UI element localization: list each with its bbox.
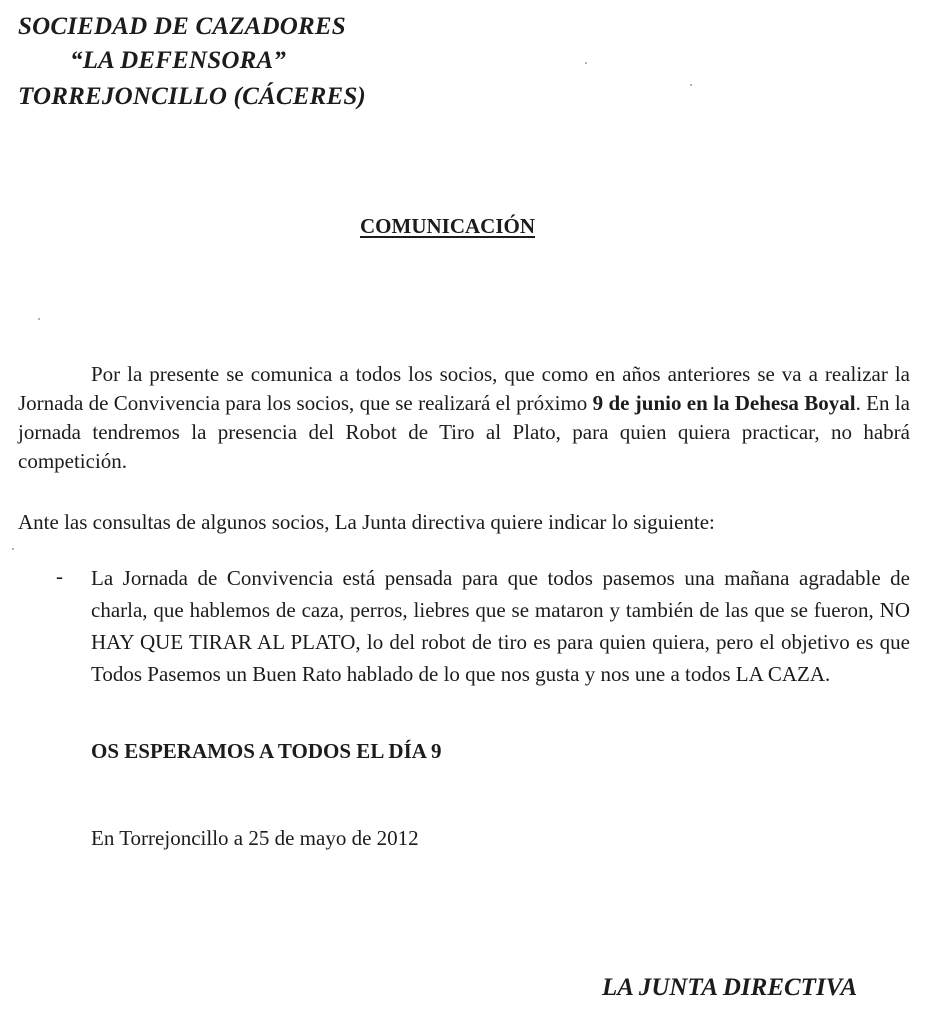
header-society-subtitle: “LA DEFENSORA” (70, 47, 287, 74)
intro-sentence: Ante las consultas de algunos socios, La Junta directiva quiere indicar lo siguiente: (18, 510, 715, 534)
paragraph-text-start: Por la presente se comunica a todos los socios, que como en años anteriores se va a realizar la Jornada de Convivencia para los socios, que se realizará el próximo (18, 362, 910, 415)
scan-speck (585, 62, 587, 64)
paragraph-text-end: . En la jornada tendremos la presencia del Robot de Tiro al Plato, para quien quiera practicar, no habrá competición. (18, 391, 910, 473)
header-society-location: TORREJONCILLO (CÁCERES) (18, 83, 366, 110)
bullet-marker: - (56, 564, 63, 588)
place-and-date: En Torrejoncillo a 25 de mayo de 2012 (91, 826, 419, 850)
closing-emphasis: OS ESPERAMOS A TODOS EL DÍA 9 (91, 739, 442, 763)
scan-speck (690, 84, 692, 86)
announcement-paragraph (18, 360, 910, 476)
paragraph-bold-date-place: 9 de junio en la Dehesa Boyal (592, 391, 856, 415)
scan-speck (12, 548, 14, 550)
signature-line: LA JUNTA DIRECTIVA (602, 974, 858, 1001)
scan-speck (38, 318, 40, 320)
bullet-item-text: La Jornada de Convivencia está pensada para que todos pasemos una mañana agradable de charla, que hablemos de caza, perros, liebres que se mataron y también de las que se fueron, NO HAY QUE TIRAR AL PLATO, lo del robot de tiro es para quien quiera, pero el objetivo es que Todos Pasemos un Buen Rato hablado de lo que nos gusta y nos une a todos LA CAZA. (91, 566, 910, 686)
document-title: COMUNICACIÓN (360, 214, 535, 238)
header-society-name: SOCIEDAD DE CAZADORES (18, 13, 346, 40)
